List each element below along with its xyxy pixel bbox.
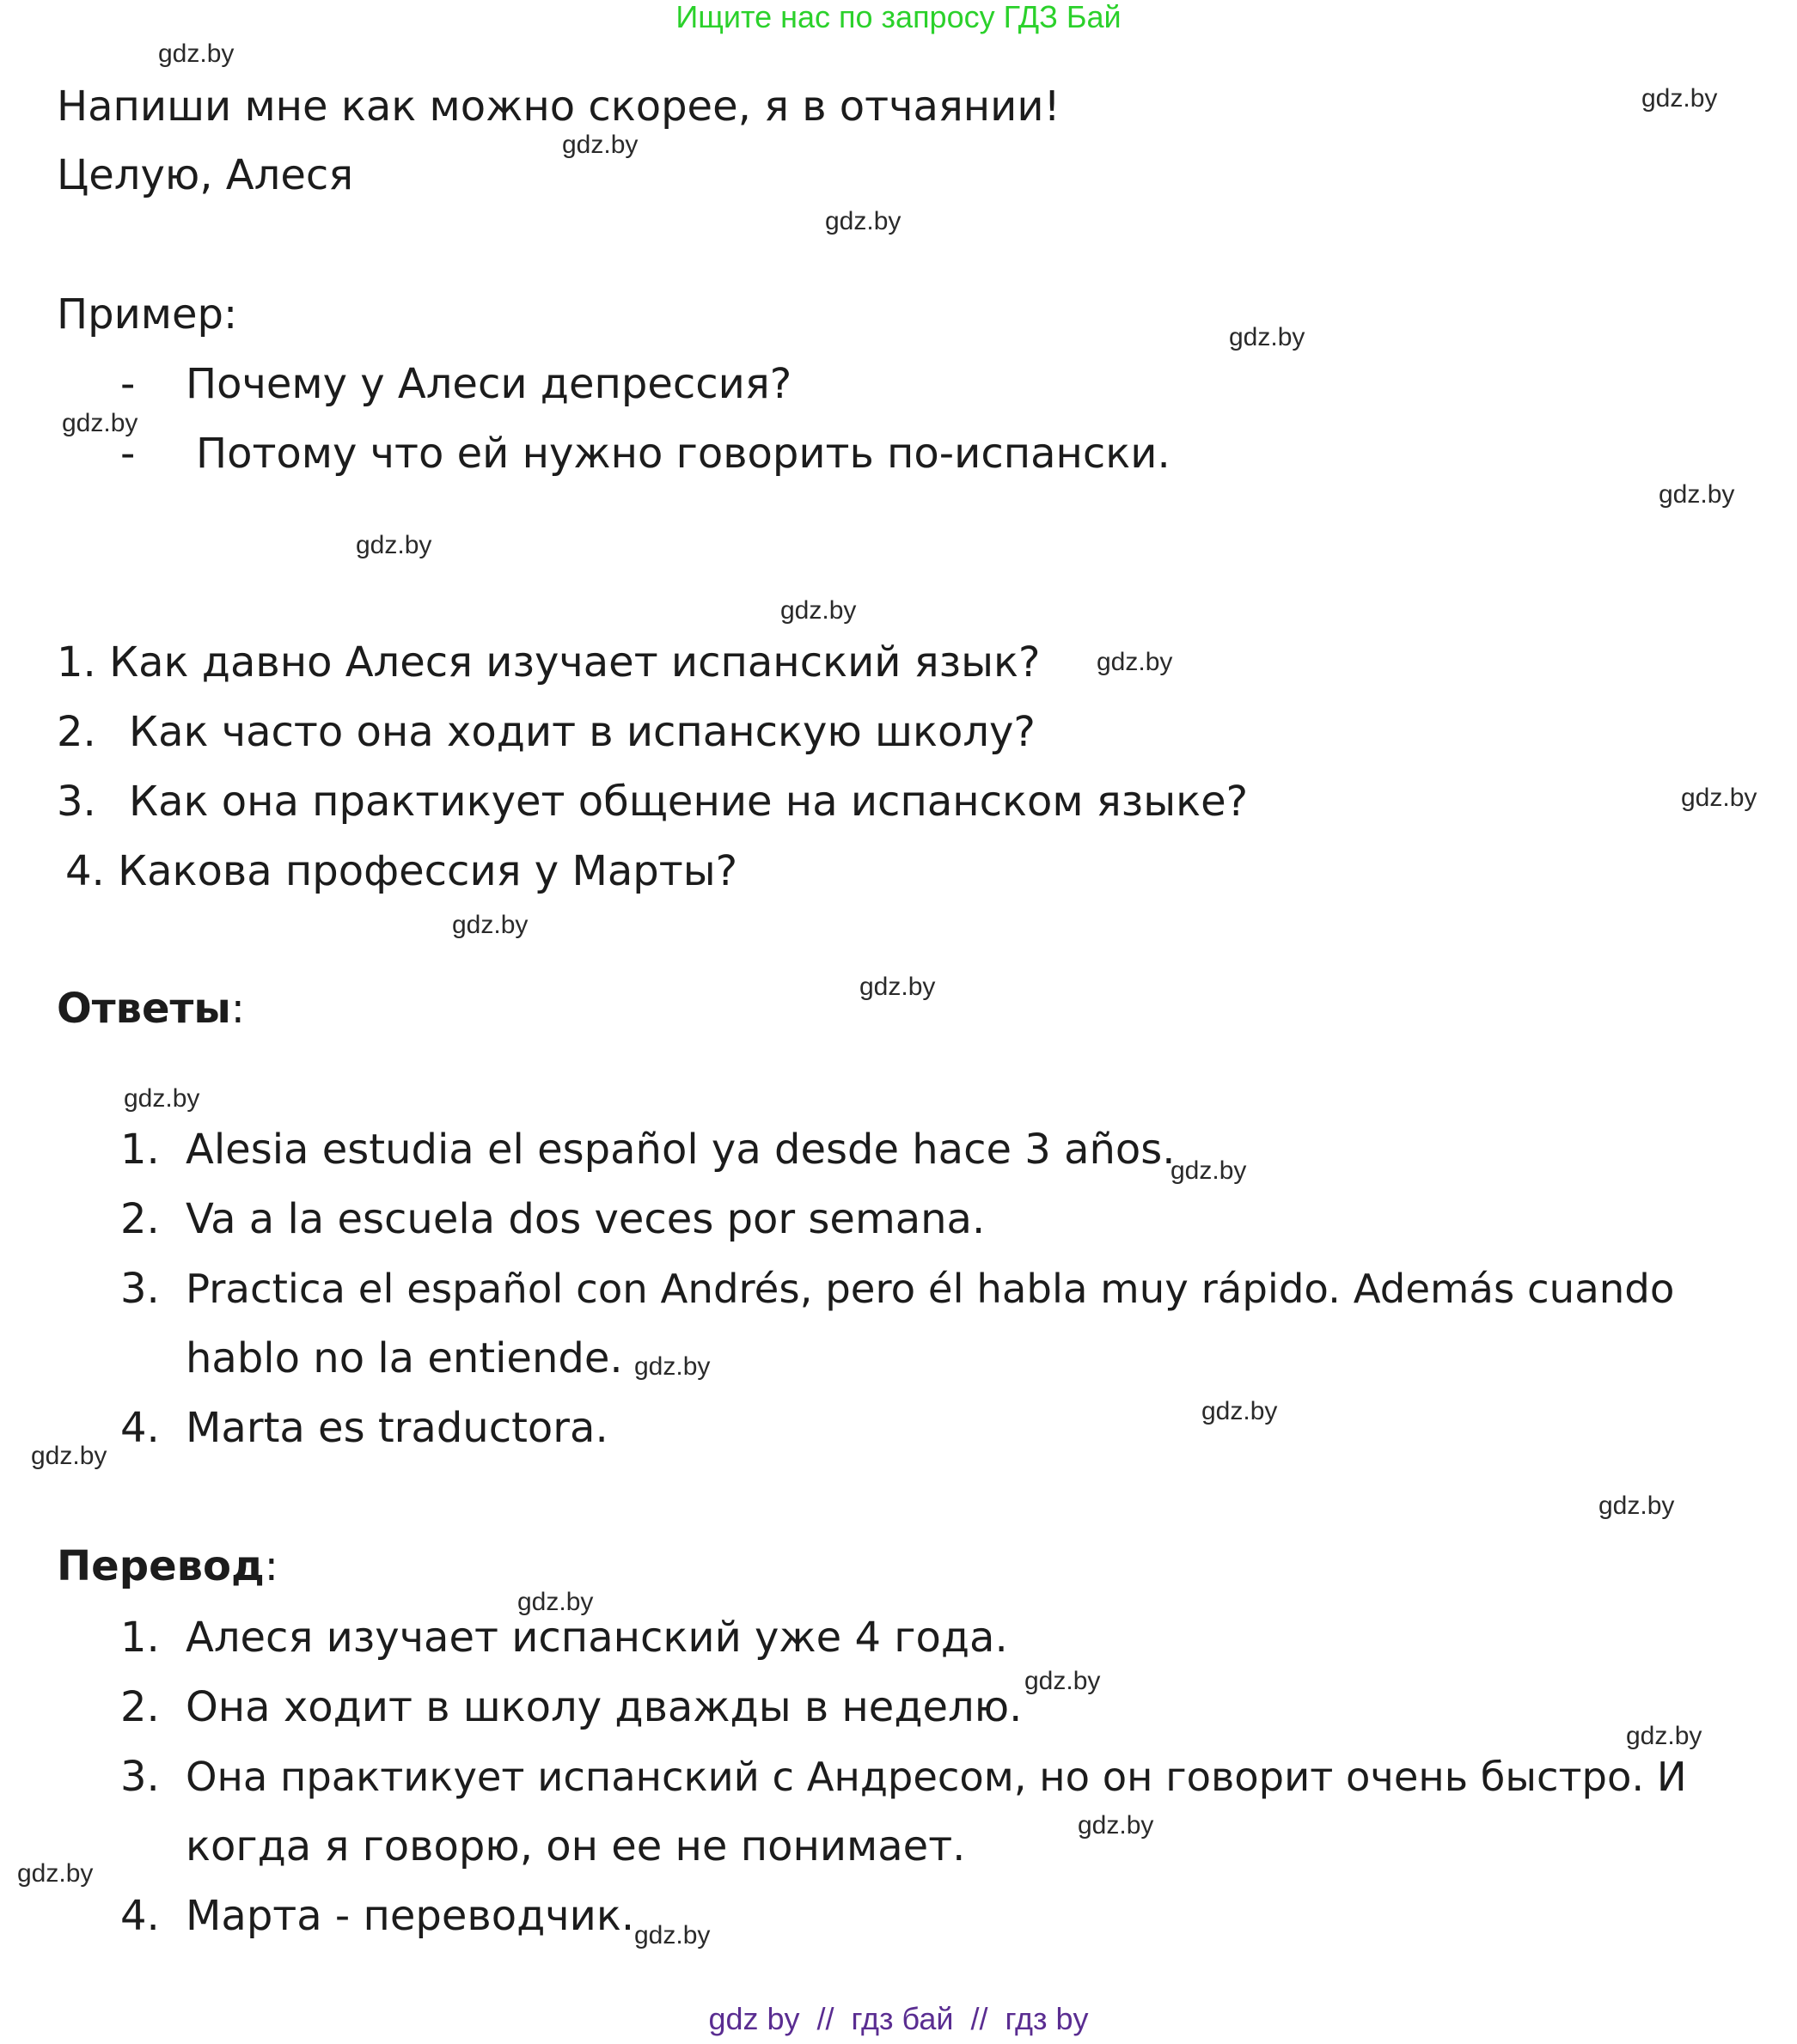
watermark: gdz.by [859,973,936,1001]
answer-1-num: 1. [120,1126,160,1174]
translation-2-num: 2. [120,1683,160,1731]
watermark: gdz.by [634,1921,711,1949]
question-text: Какова профессия у Марты? [118,847,738,895]
example-dash-2: - [120,430,136,478]
watermark: gdz.by [17,1859,94,1888]
watermark: gdz.by [1170,1156,1247,1185]
example-title: Пример: [57,290,238,339]
translation-colon: : [264,1542,278,1590]
watermark: gdz.by [780,596,857,625]
watermark: gdz.by [1229,323,1305,351]
question-4 [65,847,737,895]
translation-4-num: 4. [120,1892,160,1940]
watermark: gdz.by [62,409,138,437]
watermark: gdz.by [1659,480,1735,509]
footer-links: gdz by // гдз бай // гдз by [708,2001,1089,2036]
watermark: gdz.by [562,131,639,159]
example-dash-1: - [120,360,136,408]
watermark: gdz.by [1598,1492,1675,1520]
letter-line-2: Целую, Алеся [57,151,354,199]
answer-4-text: Marta es traductora. [186,1404,608,1452]
watermark: gdz.by [1641,84,1718,113]
translation-heading [57,1542,278,1590]
question-3-num: 3. [57,778,96,826]
watermark: gdz.by [356,531,432,559]
answer-3-num: 3. [120,1265,160,1313]
question-2-num: 2. [57,708,96,756]
watermark: gdz.by [1097,648,1173,676]
watermark: gdz.by [124,1084,200,1113]
answer-4-num: 4. [120,1404,160,1452]
translation-1-num: 1. [120,1614,160,1662]
watermark: gdz.by [452,911,529,939]
translation-3-num: 3. [120,1753,160,1801]
answer-2-text: Va a la escuela dos veces por semana. [186,1195,986,1243]
answers-title: Ответы [57,985,231,1033]
answer-2-num: 2. [120,1195,160,1243]
translation-3-line-2: когда я говорю, он ее не понимает. [186,1822,966,1870]
translation-2-text: Она ходит в школу дважды в неделю. [186,1683,1023,1731]
translation-4-text: Марта - переводчик. [186,1892,635,1940]
letter-line-1: Напиши мне как можно скорее, я в отчаянии! [57,82,1060,131]
answer-3-line-1: Practica el español con Andrés, pero él habla muy rápido. Además cuando [186,1266,1675,1312]
question-1 [57,638,1040,686]
answer-3-line-2: hablo no la entiende. [186,1334,623,1382]
answers-colon: : [230,985,245,1033]
watermark: gdz.by [1681,784,1757,812]
watermark: gdz.by [825,207,902,235]
header-banner: Ищите нас по запросу ГДЗ Бай [675,0,1122,34]
watermark: gdz.by [1626,1722,1702,1750]
watermark: gdz.by [1024,1667,1101,1695]
watermark: gdz.by [158,40,235,68]
example-answer: Потому что ей нужно говорить по-испански. [196,430,1170,478]
watermark: gdz.by [1201,1397,1278,1425]
watermark: gdz.by [1078,1811,1154,1840]
question-3-text: Как она практикует общение на испанском языке? [129,778,1249,826]
translation-1-text: Алеся изучает испанский уже 4 года. [186,1614,1008,1662]
question-num: 1. [57,638,96,686]
translation-3-line-1: Она практикует испанский с Андресом, но он говорит очень быстро. И [186,1754,1687,1800]
answers-heading [57,985,245,1033]
answer-1-text: Alesia estudia el español ya desde hace 3 años. [186,1126,1176,1174]
question-num: 4. [65,847,105,895]
example-question: Почему у Алеси депрессия? [186,360,792,408]
watermark: gdz.by [517,1588,594,1616]
translation-title: Перевод [57,1542,265,1590]
watermark: gdz.by [634,1352,711,1381]
question-2-text: Как часто она ходит в испанскую школу? [129,708,1036,756]
watermark: gdz.by [31,1442,107,1470]
question-text: Как давно Алеся изучает испанский язык? [109,638,1041,686]
